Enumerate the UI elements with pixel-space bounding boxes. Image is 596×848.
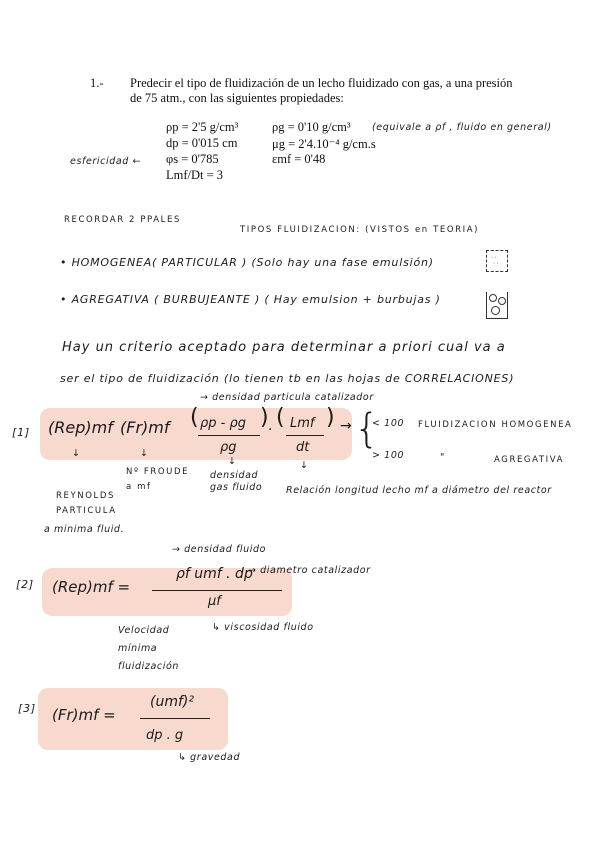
eq1-ann-reynolds: REYNOLDS PARTICULA [56,491,117,516]
eq1-frac-line-1 [198,435,260,436]
eq1-dens-num: ρp - ρg [200,416,246,431]
eq1-fr: (Fr)mf [120,418,170,437]
problem-line-2: de 75 atm., con las siguientes propiedades: [130,91,344,105]
eq1-cond-2: > 100 [372,450,405,461]
note-recordar: RECORDAR 2 PPALES [64,215,181,225]
eq1-result-2: AGREGATIVA [494,455,565,465]
eq3-den: dp . g [146,728,184,743]
note-tipos: TIPOS FLUIDIZACION: (VISTOS en TEORIA) [240,225,480,235]
eq1-rep: (Rep)mf [48,418,113,437]
eq2-lhs: (Rep)mf = [52,578,131,596]
eq1-ditto: " [440,452,445,463]
prop-rho-g: ρg = 0'10 g/cm³ [272,120,351,134]
homogeneous-bed-icon: · · · · [486,250,508,272]
arrow-down-icon: ↓ [72,448,81,459]
note-sphericity: esfericidad ← [70,156,142,167]
eq1-ann-min: a minima fluid. [44,524,125,535]
eq1-result-1: FLUIDIZACION HOMOGENEA [418,420,573,430]
eq1-ann-froude: Nº FROUDE a mf [126,467,190,492]
eq3-tag: [3] [18,702,36,715]
eq2-ann-diam: → diametro catalizador [248,565,371,576]
eq1-open-paren-2: ( [276,405,285,430]
note-fluid: (equivale a ρf , fluido en general) [372,122,552,133]
prop-l-ratio: Lmf/Dt = 3 [166,168,224,182]
eq1-cond-1: < 100 [372,418,405,429]
prop-rho-p: ρp = 2'5 g/cm³ [166,120,239,134]
eq1-dens-den: ρg [220,440,237,455]
arrow-down-icon: ↓ [300,460,309,471]
eq2-tag: [2] [16,578,34,591]
note-homogenea: • HOMOGENEA( PARTICULAR ) (Solo hay una fase emulsión) [60,256,434,269]
eq1-open-paren-1: ( [190,405,199,430]
eq2-ann-visc: ↳ viscosidad fluido [212,622,314,633]
eq3-lhs: (Fr)mf = [52,706,116,724]
eq1-ann-dens: densidad gas fluido [210,470,263,493]
problem-line-1: Predecir el tipo de fluidización de un lecho fluidizado con gas, a una presión [130,76,513,90]
eq1-tag: [1] [12,426,30,439]
eq1-brace: { [354,406,380,452]
eq1-close-paren-1: ) [260,405,269,430]
arrow-down-icon: ↓ [140,448,149,459]
eq2-ann-vel: Velocidad mínima fluidización [118,625,180,672]
eq2-den: μf [208,594,221,609]
eq2-frac-line [152,590,282,591]
note-criterio-1: Hay un criterio aceptado para determinar a priori cual va a [62,340,506,355]
arrow-down-icon: ↓ [228,456,237,467]
prop-phi-s: φs = 0'785 [166,152,219,166]
note-agregativa: • AGREGATIVA ( BURBUJEANTE ) ( Hay emulsion + burbujas ) [60,293,441,306]
prop-mu-g: μg = 2'4.10⁻⁴ g/cm.s [272,137,376,151]
problem-number: 1.- [90,76,104,90]
eq2-ann-dens: → densidad fluido [172,544,267,555]
eq1-l-num: Lmf [290,416,315,431]
eq1-l-den: dt [296,440,310,455]
eq1-close-paren-2: ) [326,405,335,430]
eq1-ann-top: → densidad particula catalizador [200,392,374,403]
eq2-num: ρf umf . dp [176,566,253,582]
prop-eps-mf: εmf = 0'48 [272,152,326,166]
eq3-ann-g: ↳ gravedad [178,752,241,763]
prop-dp: dp = 0'015 cm [166,136,238,150]
eq3-num: (umf)² [150,694,194,710]
eq1-frac-line-2 [286,435,324,436]
eq3-frac-line [140,718,210,719]
eq1-arrow: → [340,418,352,434]
eq1-ann-rel: Relación longitud lecho mf a diámetro del reactor [286,485,552,496]
note-criterio-2: ser el tipo de fluidización (lo tienen tb en las hojas de CORRELACIONES) [60,372,515,385]
eq1-dot: · [268,422,273,438]
bubbling-bed-icon [486,292,508,319]
